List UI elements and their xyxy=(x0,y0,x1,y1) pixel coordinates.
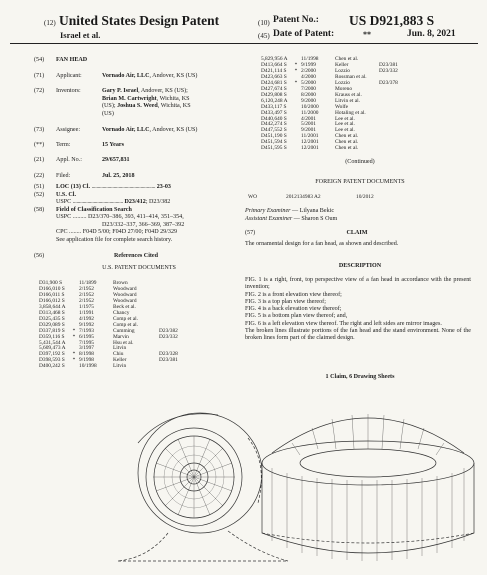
description-line: FIG. 1 is a right, front, top perspective view of a fan head in accordance with the present invention; xyxy=(245,277,471,291)
reference-row: D400,242 S 10/1998 Litvin xyxy=(39,363,127,370)
description-line: FIG. 6 is a left elevation view thereof. The right and left sides are mirror images. xyxy=(245,320,442,327)
reference-row: D397,192 S * 8/1998 Chiu D23/328 xyxy=(39,351,178,358)
reference-row: 5,829,956 A 11/1998 Chen et al. xyxy=(261,56,359,62)
references-right xyxy=(261,57,419,152)
reference-row: D440,640 S 4/2001 Lee et al. xyxy=(261,115,355,122)
reference-row: D166,010 S 2/1952 Woodward xyxy=(39,285,137,292)
reference-row: D325,435 S 4/1992 Comp et al. xyxy=(39,315,139,322)
reference-row: D451,190 S 11/2001 Chen et al. xyxy=(261,133,359,140)
reference-row: 3,858,644 A 1/1975 Beck et al. xyxy=(39,303,136,310)
reference-row: D447,552 S 9/2001 Lee et al. xyxy=(261,127,355,134)
code-12: (12) xyxy=(44,19,56,27)
foreign-docs-label: FOREIGN PATENT DOCUMENTS xyxy=(315,179,405,185)
patent-number: US D921,883 S xyxy=(349,13,435,28)
reference-row: D427,674 S 7/2000 Moreno xyxy=(261,85,353,92)
reference-row: 6,120,248 A 9/2000 Litvin et al. xyxy=(261,97,361,104)
date-star: ** xyxy=(363,30,371,39)
reference-row: D421,114 S * 2/2000 Lozzio D23/332 xyxy=(261,67,398,74)
reference-row: D413,664 S * 9/1999 Keller D23/381 xyxy=(261,61,398,68)
code-10: (10) xyxy=(258,19,270,27)
right-column: (Continued) FOREIGN PATENT DOCUMENTS WO 2012134983 A2 10/2012 Primary Examiner — Lilyana Bekic Assistant Examiner — Sharon S Oum (57) CLAIM The ornamental design for a fan head, as shown and described. DESCRIPTION FIG. 1 is a right, front, top perspective view of a fan head in accordance with the present invention; FIG. 2 is a front elevation view thereof; FIG. 3 is a top plan view thereof; FIG. 4 is a back elevation view thereof; FIG. 5 is a bottom plan view thereof; and, FIG. 6 is a left elevation view thereof. The right and left sides are mirror images. The broken lines illustrate portions of the fan head and the stand environment. None of the broken lines form part of the claimed design. 1 Claim, 6 Drawing Sheets xyxy=(245,159,475,166)
reference-row: D433,497 S 11/2000 Hotaling et al. xyxy=(261,109,366,116)
fan-drawing-right xyxy=(252,383,484,573)
references-left xyxy=(39,281,199,370)
reference-row: D451,594 S 12/2001 Chen et al. xyxy=(261,139,359,146)
reference-row: D31,900 S 11/1899 Brown xyxy=(39,280,128,286)
description-line: FIG. 2 is a front elevation view thereof; xyxy=(245,291,342,298)
reference-row: D313,468 S 1/1991 Chancy xyxy=(39,309,130,316)
reference-row: D424,681 S * 5/2000 Lozzio D23/378 xyxy=(261,79,398,86)
reference-row: 5,431,544 A 7/1995 Hsu et al. xyxy=(39,339,134,346)
reference-row: D337,819 S * 7/1993 Cumming D23/382 xyxy=(39,327,178,334)
fan-head-title: FAN HEAD xyxy=(56,57,88,63)
reference-row: D451,595 S 12/2001 Chen et al. xyxy=(261,145,359,152)
date-label: Date of Patent: xyxy=(273,29,335,39)
reference-row: D166,012 S 2/1952 Woodward xyxy=(39,297,137,304)
reference-row: 5,609,473 A 3/1997 Litvin xyxy=(39,345,127,352)
description-line: FIG. 4 is a back elevation view thereof; xyxy=(245,306,342,313)
reference-row: D429,808 S 8/2000 Krauss et al. xyxy=(261,91,362,98)
reference-row: D442,274 S 5/2001 Lee et al. xyxy=(261,121,355,128)
reference-row: D398,593 S * 9/1998 Keller D23/381 xyxy=(39,357,178,364)
reference-row: D423,663 S 4/2000 Rossman et al. xyxy=(261,73,367,80)
reference-row: D359,116 S * 6/1995 Marvin D23/332 xyxy=(39,333,178,340)
reference-row: D329,089 S 9/1992 Comp et al. xyxy=(39,321,139,328)
patent-date: Jun. 8, 2021 xyxy=(407,29,456,39)
code-45: (45) xyxy=(258,32,270,40)
description-line: FIG. 5 is a bottom plan view thereof; and, xyxy=(245,313,348,320)
description-line: FIG. 3 is a top plan view thereof; xyxy=(245,298,326,305)
reference-row: D166,011 S 2/1952 Woodward xyxy=(39,291,137,298)
reference-row: D433,117 S 10/2000 Wolfe xyxy=(261,103,349,110)
description-line: The broken lines illustrate portions of the fan head and the stand environment. None of the broken lines form part of the claimed design. xyxy=(245,328,471,342)
header-rule xyxy=(10,43,478,44)
continued: (Continued) xyxy=(345,159,375,165)
patent-no-label: Patent No.: xyxy=(273,15,319,25)
authors: Israel et al. xyxy=(60,30,101,40)
document-title: United States Design Patent xyxy=(59,13,220,28)
